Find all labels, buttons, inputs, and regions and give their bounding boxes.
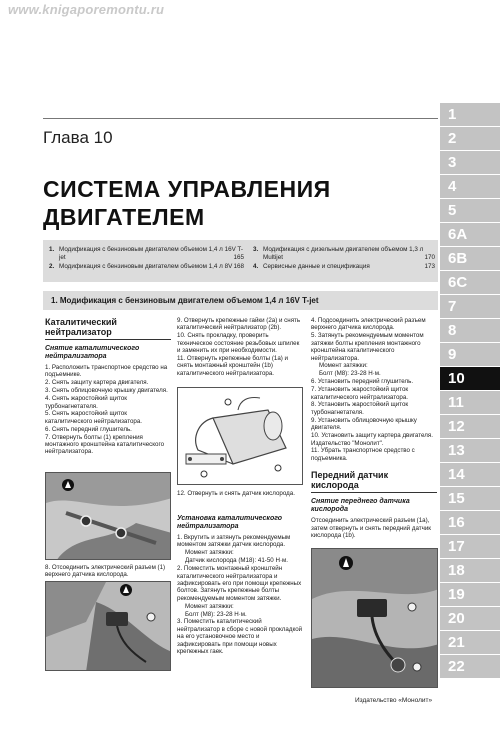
toc-item-page: 168 [233, 263, 244, 270]
procedure-step: 3. Снять облицовочную крышку двигателя. [45, 387, 168, 395]
toc-item [253, 246, 435, 262]
text-column-3 [311, 317, 437, 540]
procedure-step: 2. Поместить монтажный кронштейн каталитического нейтрализатора и зафиксировать его при помощи крепежных болтов. Затянуть крепежные болты рекомендуемым моментом затяжки. [177, 565, 302, 602]
illustration-catalytic-converter-art [178, 388, 303, 485]
subsection-heading: Снятие каталитического нейтрализатора [45, 345, 140, 360]
chapter-toc [43, 240, 438, 282]
toc-item [253, 263, 435, 271]
procedure-step: 10. Установить защиту картера двигателя. Издательство "Монолит". [311, 432, 433, 447]
photo-oxygen-sensor-connector [45, 581, 171, 671]
chapter-tab-6a[interactable]: 6A [440, 223, 500, 246]
photo-bracket-bolts [45, 472, 171, 560]
toc-column-right [253, 246, 435, 272]
chapter-tab-7[interactable]: 7 [440, 295, 500, 318]
procedure-step: 9. Отвернуть крепежные гайки (2а) и снять каталитический нейтрализатор (2b). [177, 317, 301, 332]
toc-item-page: 165 [233, 254, 244, 261]
chapter-title-line1: СИСТЕМА УПРАВЛЕНИЯ [43, 176, 331, 202]
photo-caption: 8. Отсоединить электрический разъем (1) верхнего датчика кислорода. [45, 564, 166, 579]
toc-item-page: 173 [424, 263, 435, 270]
section-title-bar: 1. Модификация с бензиновым двигателем объемом 1,4 л 16V T-jet [43, 291, 438, 310]
chapter-tab-6c[interactable]: 6C [440, 271, 500, 294]
procedure-step: 10. Снять прокладку, проверить техническое состояние резьбовых шпилек и заменить их при необходимости. [177, 332, 300, 355]
procedure-step: 5. Снять жаростойкий щиток каталитического нейтрализатора. [45, 410, 143, 425]
procedure-step: Отсоединить электрический разъем (1а), затем отвернуть и снять передний датчик кислорода (1b). [311, 517, 431, 540]
toc-column-left [49, 246, 244, 272]
toc-item-text: Модификация с бензиновым двигателем объемом 1,4 л 8V [59, 263, 233, 270]
procedure-step: 2. Снять защиту картера двигателя. [45, 379, 149, 387]
toc-item-text: Модификация с бензиновым двигателем объемом 1,4 л 16V T-jet [59, 246, 244, 261]
chapter-tab-14[interactable]: 14 [440, 463, 500, 486]
subsection-heading: Установка каталитического нейтрализатора [177, 515, 283, 530]
procedure-step: 4. Снять жаростойкий щиток турбонагнетателя. [45, 395, 127, 410]
illustration-catalytic-converter [177, 387, 303, 485]
chapter-tab-11[interactable]: 11 [440, 391, 500, 414]
chapter-tab-6b[interactable]: 6B [440, 247, 500, 270]
chapter-tab-4[interactable]: 4 [440, 175, 500, 198]
torque-label: Момент затяжки: [319, 362, 368, 370]
chapter-tab-20[interactable]: 20 [440, 607, 500, 630]
text-column-2-install [177, 515, 303, 656]
photo-front-oxygen-sensor-art [312, 549, 438, 688]
toc-item-number: 1. [49, 246, 55, 253]
chapter-title [43, 175, 331, 231]
toc-item-page: 170 [424, 254, 435, 261]
chapter-tab-18[interactable]: 18 [440, 559, 500, 582]
chapter-tab-12[interactable]: 12 [440, 415, 500, 438]
photo-front-oxygen-sensor [311, 548, 438, 688]
chapter-tab-10[interactable]: 10 [440, 367, 500, 390]
chapter-tab-5[interactable]: 5 [440, 199, 500, 222]
torque-value: Датчик кислорода (M18): 41-50 Н·м. [185, 557, 288, 565]
procedure-step: 8. Установить жаростойкий щиток турбонагнетателя. [311, 401, 409, 416]
procedure-step: 7. Отвернуть болты (1) крепления монтажного кронштейна каталитического нейтрализатора. [45, 433, 165, 456]
chapter-tab-22[interactable]: 22 [440, 655, 500, 678]
chapter-tab-19[interactable]: 19 [440, 583, 500, 606]
text-column-2 [177, 317, 303, 378]
photo-bracket-bolts-art [46, 473, 171, 560]
toc-item-number: 3. [253, 246, 259, 253]
chapter-number: Глава 10 [43, 128, 113, 147]
section-heading: Передний датчик кислорода [311, 470, 437, 493]
procedure-step: 1. Расположить транспортное средство на подъемнике. [45, 364, 168, 379]
torque-label: Момент затяжки: [185, 549, 234, 557]
chapter-tab-15[interactable]: 15 [440, 487, 500, 510]
procedure-step: 11. Отвернуть крепежные болты (1а) и снять монтажный кронштейн (1b) каталитического нейтрализатора. [177, 355, 289, 377]
torque-value: Болт (M8): 23-28 Н·м. [185, 610, 247, 618]
procedure-step: 5. Затянуть рекомендуемым моментом затяжки болты крепления монтажного кронштейна каталитического нейтрализатора. [311, 332, 424, 362]
procedure-step: 1. Вкрутить и затянуть рекомендуемым моментом затяжки датчик кислорода. [177, 534, 291, 549]
text-column-1 [45, 317, 171, 456]
toc-item-text: Сервисные данные и спецификация [263, 263, 370, 270]
chapter-tab-21[interactable]: 21 [440, 631, 500, 654]
subsection-heading: Снятие переднего датчика кислорода [311, 498, 410, 514]
torque-value: Болт (M8): 23-28 Н·м. [319, 370, 381, 378]
toc-item-number: 4. [253, 263, 259, 270]
procedure-step: 6. Снять передний глушитель. [45, 425, 132, 433]
illustration-caption: 12. Отвернуть и снять датчик кислорода. [177, 490, 295, 497]
chapter-tabs [440, 103, 500, 679]
procedure-step: 11. Убрать транспортное средство с подъемника. [311, 447, 415, 462]
procedure-step: 4. Подсоединить электрический разъем верхнего датчика кислорода. [311, 317, 426, 332]
chapter-tab-17[interactable]: 17 [440, 535, 500, 558]
site-watermark: www.knigaporemontu.ru [8, 2, 165, 17]
section-heading: Каталитический нейтрализатор [45, 317, 171, 340]
chapter-tab-9[interactable]: 9 [440, 343, 500, 366]
publisher-credit: Издательство «Монолит» [355, 697, 433, 704]
chapter-tab-1[interactable]: 1 [440, 103, 500, 126]
chapter-tab-2[interactable]: 2 [440, 127, 500, 150]
procedure-step: 3. Поместить каталитический нейтрализатор в сборе с новой прокладкой на его установочное место и зафиксировать при помощи новых крепежных гаек. [177, 618, 303, 656]
chapter-tab-16[interactable]: 16 [440, 511, 500, 534]
chapter-title-line2: ДВИГАТЕЛЕМ [43, 204, 205, 230]
torque-label: Момент затяжки: [185, 602, 234, 610]
toc-item [49, 246, 244, 262]
toc-item [49, 263, 244, 271]
procedure-step: 9. Установить облицовочную крышку двигателя. [311, 416, 417, 432]
chapter-tab-13[interactable]: 13 [440, 439, 500, 462]
photo-oxygen-sensor-connector-art [46, 582, 171, 671]
chapter-tab-3[interactable]: 3 [440, 151, 500, 174]
chapter-tab-8[interactable]: 8 [440, 319, 500, 342]
toc-item-number: 2. [49, 263, 55, 270]
toc-item-text: Модификация с дизельным двигателем объемом 1,3 л Multijet [263, 246, 424, 261]
procedure-step: 7. Установить жаростойкий щиток каталитического нейтрализатора. [311, 386, 409, 401]
chapter-divider [43, 118, 438, 119]
procedure-step: 6. Установить передний глушитель. [311, 378, 414, 386]
